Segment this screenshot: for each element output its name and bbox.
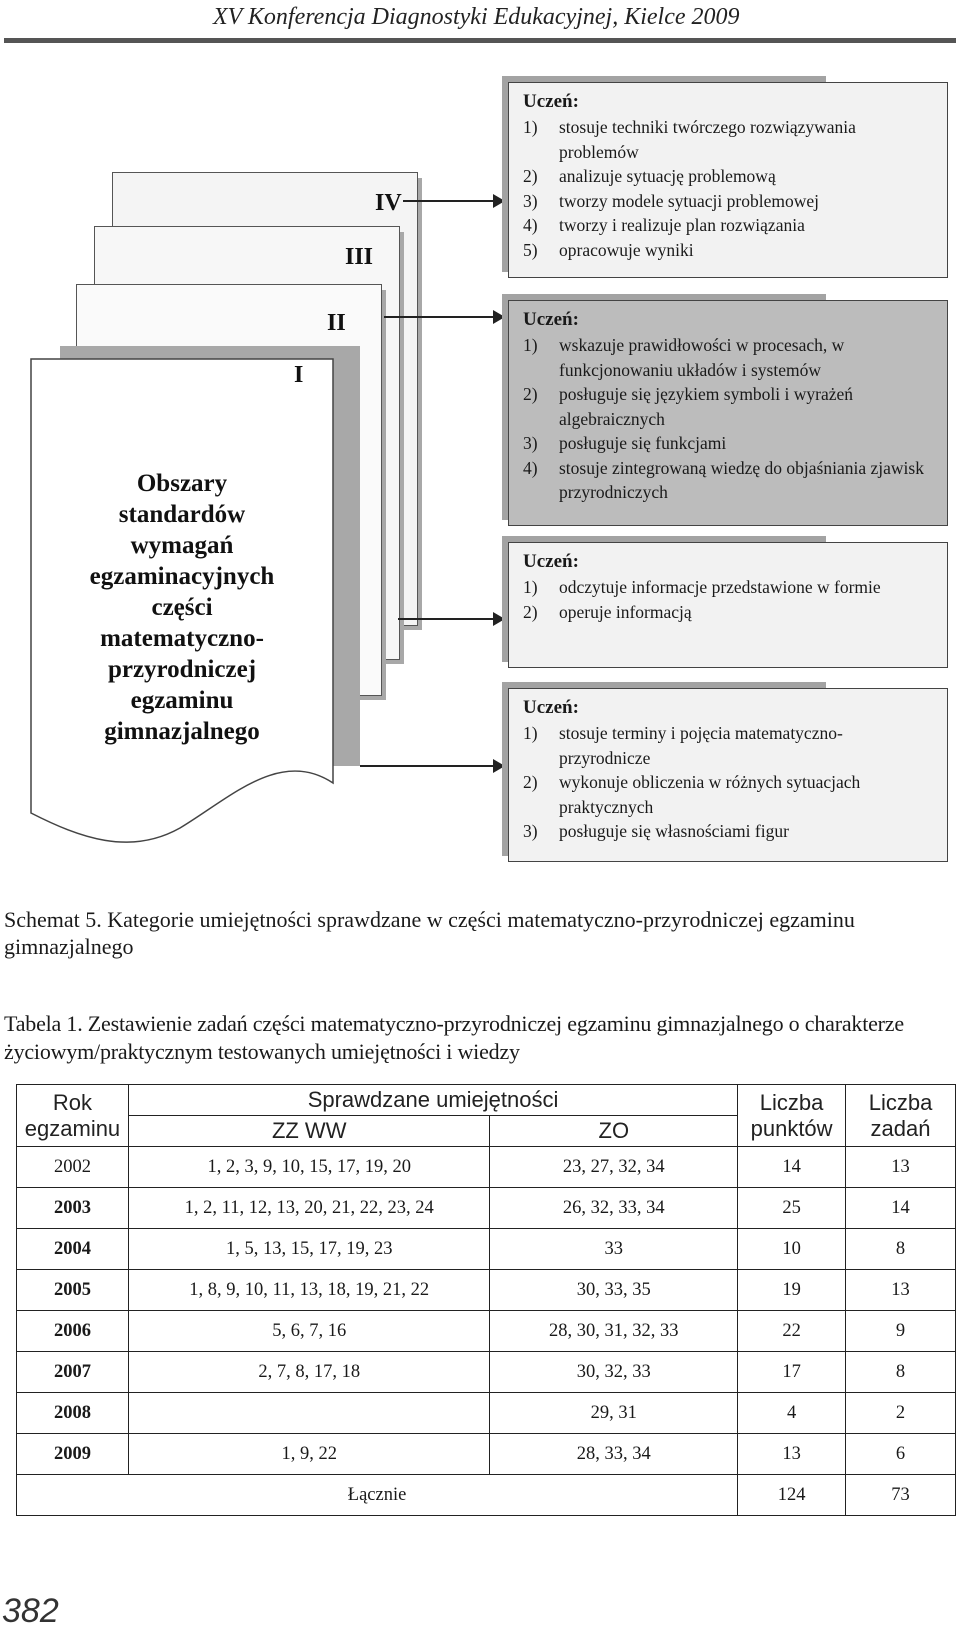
box-heading: Uczeń: [523, 309, 579, 330]
item-text: wskazuje prawidłowości w procesach, w funkcjonowaniu układów i systemów [559, 335, 845, 380]
box-item [523, 431, 933, 456]
header-punkty: Liczba punktów [738, 1085, 846, 1147]
cell-punkty: 25 [738, 1188, 846, 1229]
item-number: 2) [523, 384, 538, 404]
main-label [30, 468, 334, 747]
item-text: stosuje techniki twórczego rozwiązywania problemów [559, 117, 856, 162]
cell-zzww: 1, 5, 13, 15, 17, 19, 23 [128, 1229, 489, 1270]
main-label-line: Obszary [136, 470, 228, 497]
cell-zzww: 5, 6, 7, 16 [128, 1311, 489, 1352]
cell-rok: 2006 [17, 1311, 129, 1352]
cell-zo: 28, 30, 31, 32, 33 [490, 1311, 738, 1352]
item-text: tworzy i realizuje plan rozwiązania [559, 215, 805, 235]
item-text: analizuje sytuację problemową [559, 166, 776, 186]
cell-rok: 2002 [17, 1147, 129, 1188]
cell-zadania: 13 [846, 1270, 956, 1311]
cell-zzww: 1, 8, 9, 10, 11, 13, 18, 19, 21, 22 [128, 1270, 489, 1311]
cell-rok: 2008 [17, 1393, 129, 1434]
cell-punkty: 10 [738, 1229, 846, 1270]
main-label-line: gimnazjalnego [104, 718, 260, 745]
cell-zo: 33 [490, 1229, 738, 1270]
item-number: 3) [523, 821, 538, 841]
item-text: odczytuje informacje przedstawione w formie [559, 577, 881, 597]
box-item [523, 382, 933, 431]
cell-punkty: 19 [738, 1270, 846, 1311]
table-row [17, 1393, 956, 1434]
arrow-iii [398, 618, 503, 620]
cell-punkty: 13 [738, 1434, 846, 1475]
arrow-i [360, 765, 503, 767]
cell-total-punkty: 124 [738, 1475, 846, 1516]
item-number: 4) [523, 457, 538, 478]
level-iii-label: III [345, 244, 374, 270]
main-label-line: przyrodniczej [107, 656, 257, 683]
cell-rok: 2003 [17, 1188, 129, 1229]
item-number: 2) [523, 601, 538, 622]
cell-punkty: 14 [738, 1147, 846, 1188]
cell-total-zadania: 73 [846, 1475, 956, 1516]
box-item [523, 164, 933, 189]
cell-zadania: 14 [846, 1188, 956, 1229]
item-number: 2) [523, 772, 538, 792]
item-number: 1) [523, 117, 538, 137]
cell-rok: 2005 [17, 1270, 129, 1311]
box-item [523, 213, 933, 238]
item-text: posługuje się językiem symboli i wyrażeń algebraicznych [559, 384, 854, 429]
header-title: XV Konferencja Diagnostyki Edukacyjnej, Kielce 2009 [213, 4, 740, 30]
table-total-row [17, 1475, 956, 1516]
item-text: wykonuje obliczenia w różnych sytuacjach praktycznych [559, 772, 861, 817]
table-title: Tabela 1. Zestawienie zadań części matematyczno-przyrodniczej egzaminu gimnazjalnego o charakterze życiowym/praktycznym testowanych umiejętności i wiedzy [4, 1011, 904, 1064]
box-item [523, 819, 933, 844]
page-header [0, 0, 960, 38]
cell-punkty: 4 [738, 1393, 846, 1434]
item-text: stosuje terminy i pojęcia matematyczno-przyrodnicze [559, 723, 843, 768]
cell-zadania: 8 [846, 1229, 956, 1270]
item-number: 5) [523, 239, 538, 260]
box-heading: Uczeń: [523, 697, 579, 718]
cell-zzww: 1, 2, 11, 12, 13, 20, 21, 22, 23, 24 [128, 1188, 489, 1229]
cell-zadania: 8 [846, 1352, 956, 1393]
table-row [17, 1188, 956, 1229]
item-number: 1) [523, 723, 538, 743]
table-row [17, 1352, 956, 1393]
figure-caption: Schemat 5. Kategorie umiejętności sprawdzane w części matematyczno-przyrodniczej egzaminu gimnazjalnego [4, 907, 855, 959]
cell-zo: 29, 31 [490, 1393, 738, 1434]
cell-total-label: Łącznie [17, 1475, 738, 1516]
header-zzww: ZZ WW [128, 1116, 489, 1147]
item-text: stosuje zintegrowaną wiedzę do objaśniania zjawisk przyrodniczych [559, 457, 924, 502]
table-row [17, 1270, 956, 1311]
item-number: 4) [523, 215, 538, 235]
cell-zzww: 1, 2, 3, 9, 10, 15, 17, 19, 20 [128, 1147, 489, 1188]
header-umiejetnosci: Sprawdzane umiejętności [128, 1085, 737, 1116]
box-item [523, 238, 933, 263]
table-row [17, 1229, 956, 1270]
main-label-line: egzaminacyjnych [89, 563, 275, 590]
table-row [17, 1311, 956, 1352]
cell-zo: 30, 33, 35 [490, 1270, 738, 1311]
box-item [523, 189, 933, 214]
main-label-line: egzaminu [130, 687, 234, 714]
level-i-label: I [294, 362, 304, 388]
cell-zzww: 1, 9, 22 [128, 1434, 489, 1475]
item-number: 1) [523, 577, 538, 597]
header-rule [4, 38, 956, 43]
cell-zo: 26, 32, 33, 34 [490, 1188, 738, 1229]
header-zadania: Liczba zadań [846, 1085, 956, 1147]
cell-zadania: 13 [846, 1147, 956, 1188]
cell-zo: 28, 33, 34 [490, 1434, 738, 1475]
item-text: opracowuje wyniki [559, 239, 694, 260]
item-number: 2) [523, 166, 538, 186]
cell-zadania: 2 [846, 1393, 956, 1434]
item-text: tworzy modele sytuacji problemowej [559, 190, 819, 211]
arrow-iv [403, 200, 503, 202]
cell-punkty: 22 [738, 1311, 846, 1352]
main-label-line: części [151, 594, 213, 621]
item-text: operuje informacją [559, 601, 692, 622]
main-label-line: wymagań [130, 532, 234, 559]
main-label-line: matematyczno- [100, 625, 264, 652]
box-item [523, 770, 933, 819]
box-item [523, 456, 933, 505]
box-item [523, 115, 933, 164]
cell-zo: 30, 32, 33 [490, 1352, 738, 1393]
item-number: 3) [523, 433, 538, 453]
header-zo: ZO [490, 1116, 738, 1147]
box-item [523, 333, 933, 382]
box-heading: Uczeń: [523, 551, 579, 572]
results-table [16, 1084, 956, 1516]
item-text: posługuje się funkcjami [559, 433, 727, 453]
level-ii-label: II [327, 310, 346, 336]
cell-zzww [128, 1393, 489, 1434]
schema-diagram [0, 60, 960, 870]
cell-zadania: 9 [846, 1311, 956, 1352]
cell-punkty: 17 [738, 1352, 846, 1393]
cell-zadania: 6 [846, 1434, 956, 1475]
cell-zzww: 2, 7, 8, 17, 18 [128, 1352, 489, 1393]
page-number: 382 [2, 1592, 59, 1630]
cell-rok: 2007 [17, 1352, 129, 1393]
header-rok: Rok egzaminu [17, 1085, 129, 1147]
main-label-line: standardów [118, 501, 246, 528]
level-iv-label: IV [375, 190, 402, 216]
cell-zo: 23, 27, 32, 34 [490, 1147, 738, 1188]
table-row [17, 1434, 956, 1475]
box-item [523, 721, 933, 770]
box-level-iii [508, 542, 948, 668]
item-number: 1) [523, 335, 538, 355]
cell-rok: 2009 [17, 1434, 129, 1475]
box-level-iv [508, 82, 948, 278]
cell-rok: 2004 [17, 1229, 129, 1270]
box-heading: Uczeń: [523, 91, 579, 112]
box-level-i [508, 688, 948, 862]
table-row [17, 1147, 956, 1188]
arrow-ii [384, 316, 503, 318]
box-level-ii [508, 300, 948, 526]
item-number: 3) [523, 190, 538, 211]
box-item [523, 575, 933, 600]
box-item [523, 600, 933, 625]
item-text: posługuje się własnościami figur [559, 821, 789, 841]
